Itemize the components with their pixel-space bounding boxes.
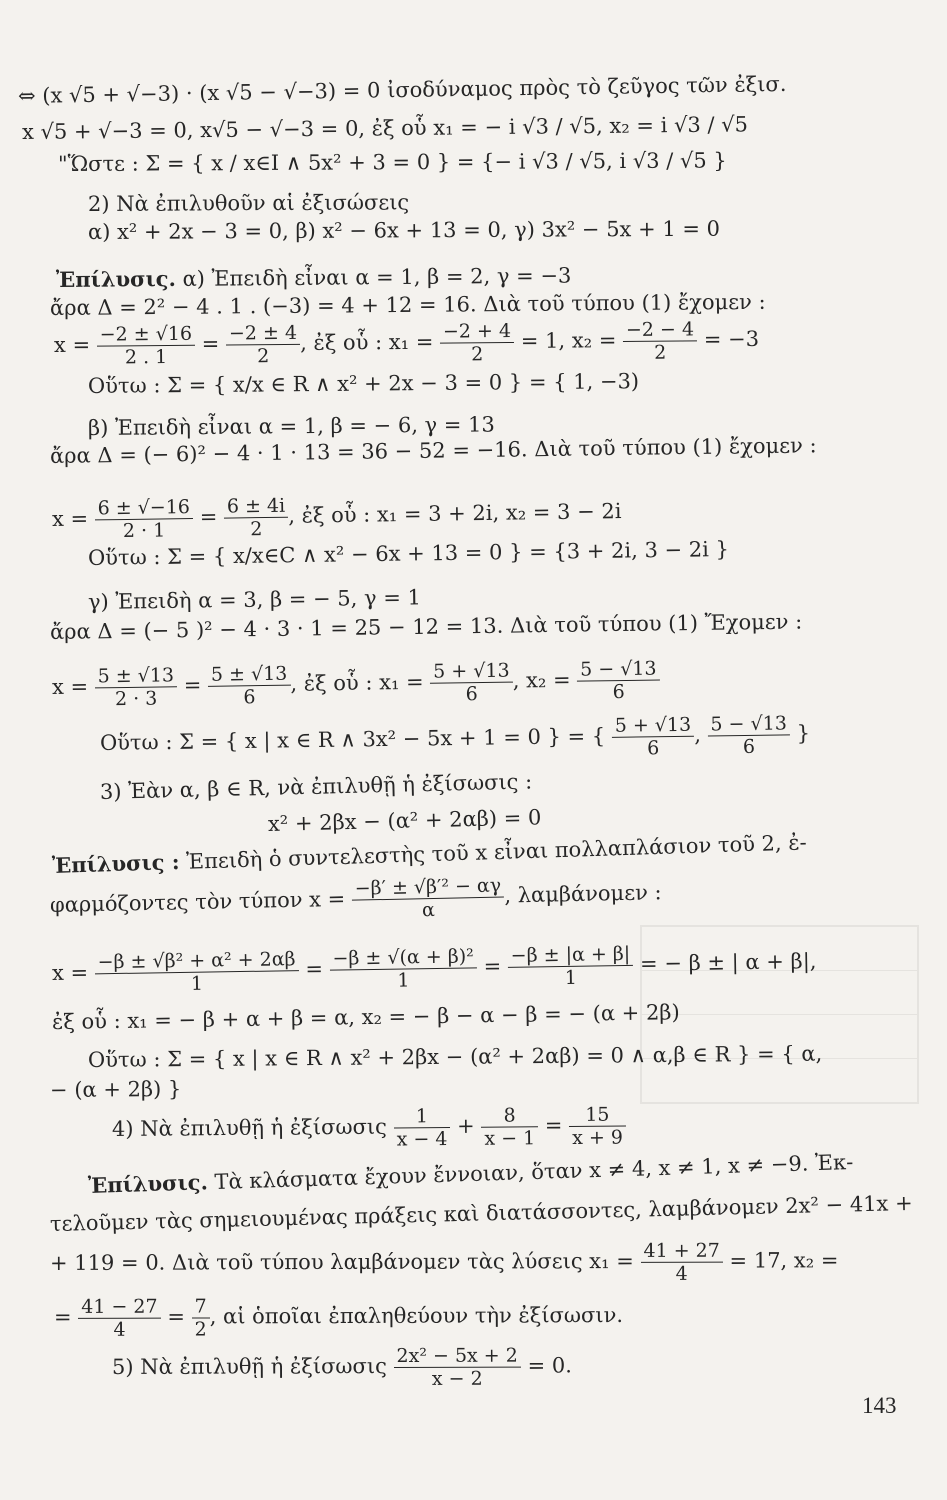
fraction: $\frac{6 \pm √-16}{2 \cdot 1}$	[94, 496, 193, 542]
equation-line: x = $\frac{-2 \pm √16}{2 . 1}$ = $\frac{-2 \pm 4}{2}$ , ἐξ οὗ : x₁ = $\frac{-2 + 4}{2}$ = 1, x₂ = $\frac{-2 - 4}{2}$ = −3	[53, 318, 760, 369]
fraction: $\frac{5 \pm √13}{6}$	[208, 663, 291, 709]
equation-line: x = $\frac{6 \pm √-16}{2 \cdot 1}$ = $\frac{6 \pm 4i}{2}$ , ἐξ οὗ : x₁ = 3 + 2i, x₂ = 3 − 2i	[51, 494, 622, 543]
exercise-heading: 4) Νὰ ἐπιλυθῇ ἡ ἐξίσωσις $\frac{1}{x - 4}$ + $\frac{8}{x - 1}$ = $\frac{15}{x + 9}$	[112, 1100, 947, 1153]
text-line: τελοῦμεν τὰς σημειουμένας πράξεις καὶ διατάσσοντες, λαμβάνομεν 2x² − 41x +	[49, 1190, 913, 1236]
fraction: $\frac{-2 - 4}{2}$	[623, 318, 697, 364]
fraction: $\frac{\text{2x² − 5x + 2}}{x - 2}$	[393, 1345, 520, 1390]
fraction: $\frac{6 \pm 4i}{2}$	[224, 495, 289, 541]
exercise-heading: 5) Νὰ ἐπιλυθῇ ἡ ἐξίσωσις $\frac{\text{2x² − 5x + 2}}{x - 2}$ = 0.	[111, 1344, 572, 1390]
text-line: ἐξ οὗ : x₁ = − β + α + β = α, x₂ = − β − α − β = − (α + 2β)	[51, 1000, 680, 1034]
equation-line: x = $\frac{\text{−β ± √β² + α² + 2αβ}}{1}$ = $\frac{\text{−β ± √(α + β)²}}{1}$ = $\frac{-\beta \pm |\alpha + \beta|}{1}$ = − β ± | α + β|,	[51, 942, 817, 995]
text-line: ⇔ (x √5 + √−3) · (x √5 − √−3) = 0 ἰσοδύναμος πρὸς τὸ ζεῦγος τῶν ἐξισ.	[17, 71, 787, 108]
text-line: Οὕτω : Σ = { x/x ∈ R ∧ x² + 2x − 3 = 0 } = { 1, −3)	[87, 369, 640, 398]
fraction: $\frac{41 - 27}{4}$	[78, 1296, 161, 1341]
equation-line: x = $\frac{5 \pm √13}{2 \cdot 3}$ = $\frac{5 \pm √13}{6}$ , ἐξ οὗ : x₁ = $\frac{5 + √13}{6}$ , x₂ = $\frac{5 - √13}{6}$	[52, 653, 947, 711]
fraction: $\frac{1}{x - 4}$	[393, 1105, 450, 1150]
fraction: $\frac{8}{x - 1}$	[481, 1104, 538, 1149]
equation-line: φαρμόζοντες τὸν τύπον x = $\frac{\text{−β′ ± √β′² − αγ}}{\alpha}$ , λαμβάνομεν :	[49, 874, 662, 922]
text-line: ἄρα Δ = 2² − 4 . 1 . (−3) = 4 + 12 = 16. Διὰ τοῦ τύπου (1) ἔχομεν :	[49, 289, 766, 320]
equation-line: = $\frac{41 - 27}{4}$ = $\frac{7}{2}$ , αἱ ὁποῖαι ἐπαληθεύουν τὴν ἐξίσωσιν.	[53, 1295, 624, 1341]
fraction: $\frac{\text{−β′ ± √β′² − αγ}}{\alpha}$	[351, 874, 504, 922]
fraction: $\frac{5 + √13}{6}$	[612, 714, 695, 760]
fraction: $\frac{5 \pm √13}{2 \cdot 3}$	[94, 664, 177, 710]
text-line: Οὕτω : Σ = { x/x∈C ∧ x² − 6x + 13 = 0 } = {3 + 2i, 3 − 2i }	[87, 537, 730, 570]
text-line: Ἐπίλυσις. α) Ἐπειδὴ εἶναι α = 1, β = 2, γ = −3	[55, 263, 572, 292]
text-line: α) x² + 2x − 3 = 0, β) x² − 6x + 13 = 0, γ) 3x² − 5x + 1 = 0	[87, 216, 721, 244]
fraction: $\frac{\text{−β ± √β² + α² + 2αβ}}{1}$	[94, 948, 299, 996]
fraction: $\frac{-\beta \pm |\alpha + \beta|}{1}$	[508, 943, 634, 990]
fraction: $\frac{5 - √13}{6}$	[577, 658, 660, 704]
exercise-heading: 3) Ἐὰν α, β ∈ R, νὰ ἐπιλυθῇ ἡ ἐξίσωσις :	[99, 769, 533, 804]
text-line: x² + 2βx − (α² + 2αβ) = 0	[267, 805, 542, 836]
text-line: x √5 + √−3 = 0, x√5 − √−3 = 0, ἐξ οὗ x₁ = − i √3 / √5, x₂ = i √3 / √5	[21, 112, 749, 144]
exercise-heading: 2) Νὰ ἐπιλυθοῦν αἱ ἐξισώσεις	[87, 190, 410, 216]
equation-line: Οὕτω : Σ = { x | x ∈ R ∧ 3x² − 5x + 1 = 0 } = { $\frac{5 + √13}{6}$ , $\frac{5 - √13}{6}$ }	[99, 712, 811, 760]
fraction: $\frac{5 + √13}{6}$	[430, 660, 513, 706]
fraction: $\frac{5 - √13}{6}$	[707, 712, 790, 758]
text-line: − (α + 2β) }	[49, 1076, 182, 1102]
fraction: $\frac{-2 \pm √16}{2 . 1}$	[97, 323, 196, 369]
fraction: $\frac{7}{2}$	[192, 1295, 210, 1340]
fraction: $\frac{\text{−β ± √(α + β)²}}{1}$	[329, 945, 477, 992]
fraction: $\frac{-2 + 4}{2}$	[440, 320, 514, 366]
text-line: γ) Ἐπειδὴ α = 3, β = − 5, γ = 1	[87, 585, 422, 614]
text-line: ἄρα Δ = (− 5 )² − 4 · 3 · 1 = 25 − 12 = 13. Διὰ τοῦ τύπου (1) Ἔχομεν :	[49, 609, 803, 644]
text-line: β) Ἐπειδὴ εἶναι α = 1, β = − 6, γ = 13	[87, 412, 495, 440]
text-line: ἄρα Δ = (− 6)² − 4 · 1 · 13 = 36 − 52 = −16. Διὰ τοῦ τύπου (1) ἔχομεν :	[49, 433, 817, 468]
equation-line: + 119 = 0. Διὰ τοῦ τύπου λαμβάνομεν τὰς λύσεις x₁ = $\frac{41 + 27}{4}$ = 17, x₂ =	[49, 1239, 839, 1285]
text-line: Ἐπίλυσις : Ἐπειδὴ ὁ συντελεστὴς τοῦ x εἶναι πολλαπλάσιον τοῦ 2, ἐ-	[51, 830, 808, 878]
text-line: Ἐπίλυσις. Τὰ κλάσματα ἔχουν ἔννοιαν, ὅταν x ≠ 4, x ≠ 1, x ≠ −9. Ἐκ-	[87, 1149, 854, 1198]
fraction: $\frac{-2 \pm 4}{2}$	[226, 322, 300, 368]
text-line: Οὕτω : Σ = { x | x ∈ R ∧ x² + 2βx − (α² + 2αβ) = 0 ∧ α,β ∈ R } = { α,	[87, 1041, 823, 1072]
fraction: $\frac{15}{x + 9}$	[569, 1104, 626, 1149]
page-number: 143	[862, 1393, 897, 1418]
fraction: $\frac{41 + 27}{4}$	[640, 1240, 723, 1285]
text-line: "Ὥστε : Σ = { x / x∈I ∧ 5x² + 3 = 0 } = {− i √3 / √5, i √3 / √5 }	[57, 148, 727, 176]
